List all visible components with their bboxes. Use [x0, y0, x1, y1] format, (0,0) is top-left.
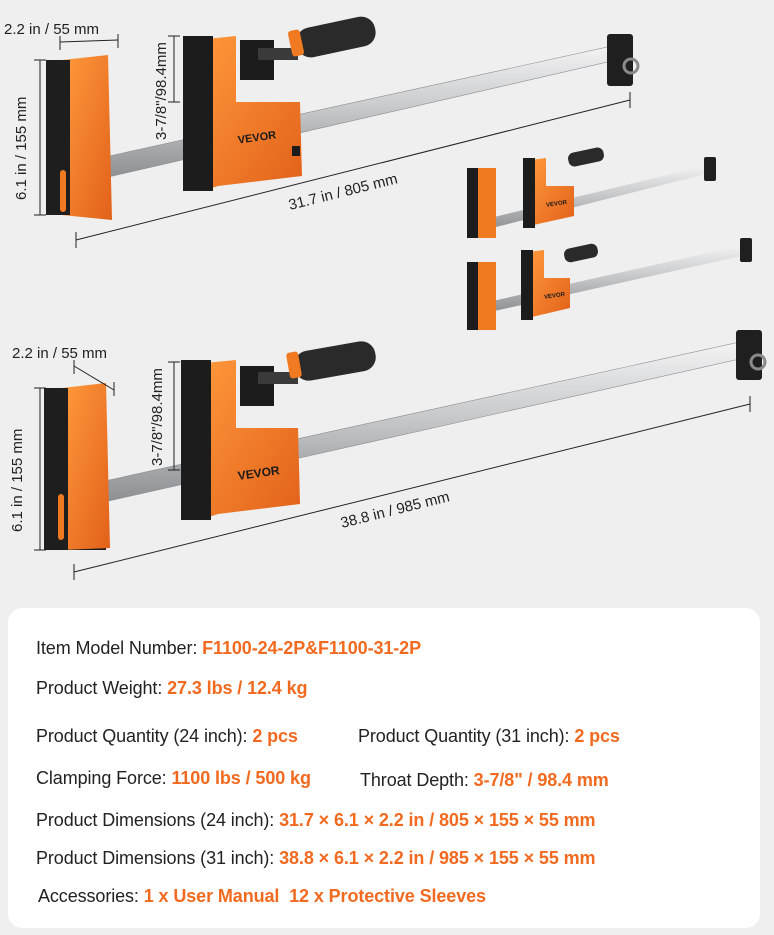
spec-model — [36, 638, 421, 659]
spec-model-label: Item Model Number: — [36, 638, 203, 658]
spec-dim-24 — [36, 810, 595, 831]
spec-qty-31-label: Product Quantity (31 inch): — [358, 726, 575, 746]
spec-dim-24-label: Product Dimensions (24 inch): — [36, 810, 280, 830]
clamp-top-handle — [294, 14, 378, 60]
spec-dim-31-label: Product Dimensions (31 inch): — [36, 848, 280, 868]
spec-model-value: F1100-24-2P&F1100-31-2P — [202, 638, 421, 658]
spec-dim-31 — [36, 848, 595, 869]
spec-force-label: Clamping Force: — [36, 768, 172, 788]
spec-qty-24-value: 2 pcs — [252, 726, 298, 746]
spec-throat — [360, 770, 609, 791]
spec-dim-24-value: 31.7 × 6.1 × 2.2 in / 805 × 155 × 55 mm — [279, 810, 596, 830]
spec-dim-31-value: 38.8 × 6.1 × 2.2 in / 985 × 155 × 55 mm — [279, 848, 596, 868]
clamp-top-jaw-depth-label: 2.2 in / 55 mm — [4, 21, 100, 38]
spec-throat-label: Throat Depth: — [360, 770, 474, 790]
clamp-top-jaw-height-label: 6.1 in / 155 mm — [13, 96, 30, 200]
clamp-top-throat-label: 3-7/8"/98.4mm — [153, 42, 170, 140]
clamp-small-1 — [467, 146, 716, 238]
spec-weight-label: Product Weight: — [36, 678, 168, 698]
spec-qty-31 — [358, 726, 620, 747]
specs-panel — [8, 608, 760, 928]
spec-accessories-label: Accessories: — [38, 886, 144, 906]
clamp-top-brand: VEVOR — [237, 129, 277, 147]
spec-accessories-value: 1 x User Manual 12 x Protective Sleeves — [143, 886, 486, 906]
clamp-top-length-label: 31.7 in / 805 mm — [286, 170, 400, 214]
spec-qty-24-label: Product Quantity (24 inch): — [36, 726, 253, 746]
spec-force — [36, 768, 311, 789]
clamp-bottom-jaw-height-label: 6.1 in / 155 mm — [9, 428, 26, 532]
spec-qty-24 — [36, 726, 298, 747]
clamp-small-2 — [467, 238, 752, 330]
clamp-bottom-brand: VEVOR — [236, 463, 281, 483]
clamp-bottom-jaw-depth-label: 2.2 in / 55 mm — [12, 345, 108, 362]
spec-accessories — [38, 886, 486, 907]
clamp-bottom-throat-label: 3-7/8"/98.4mm — [149, 368, 166, 466]
clamp-small-2-brand: VEVOR — [543, 291, 566, 301]
spec-force-value: 1100 lbs / 500 kg — [171, 768, 311, 788]
spec-weight-value: 27.3 lbs / 12.4 kg — [167, 678, 308, 698]
clamp-top-bar — [100, 46, 616, 178]
clamp-bottom-handle — [292, 339, 378, 383]
spec-throat-value: 3-7/8" / 98.4 mm — [473, 770, 609, 790]
spec-qty-31-value: 2 pcs — [574, 726, 620, 746]
clamp-bottom-length-label: 38.8 in / 985 mm — [338, 488, 452, 532]
clamp-bottom — [9, 330, 765, 580]
clamp-small-1-brand: VEVOR — [545, 199, 568, 209]
spec-weight — [36, 678, 307, 699]
